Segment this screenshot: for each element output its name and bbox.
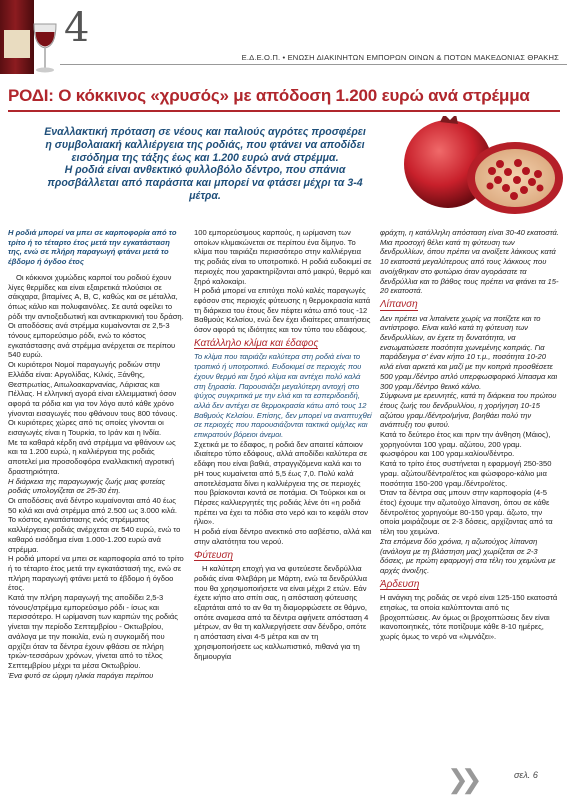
- body-paragraph: Οι κυριότεροι Νομοί παραγωγής ροδιών στην Ελλάδα είναι: Αργολίδας, Κιλκίς, Ξάνθης, Θεσπρωτίας, Αιτωλοακαρνανίας, Λάρισας και Πέλλας. Η ελληνική αγορά είναι ελλειμματική όσον αφορά τα ρόδια και για τον λόγο αυτό κάθε χρόνο γίνονται εισαγωγές που φθάνουν τους 800 τόνους. Οι κυριότερες χώρες από τις οποίες γίνονται οι εισαγωγές είναι η Τουρκία, το Ιράν και η Ινδία.: [8, 360, 178, 438]
- lead-paragraph: Η ροδιά είναι ανθεκτικό φυλλοβόλο δέντρο, που σπάνια προσβάλλεται από παράσιτα και μπορεί να φτάσει μέχρι τα 3-4 μέτρα.: [47, 164, 363, 202]
- body-paragraph: φράχτη, η κατάλληλη απόσταση είναι 30-40 εκατοστά.: [380, 228, 559, 237]
- section-heading-irrigation: Άρδευση: [380, 578, 420, 590]
- body-paragraph: Το κόστος εγκατάστασης ενός στρέμματος καλλιέργειας ροδιάς ανέρχεται σε 540 ευρώ, ενώ το καθαρό εισόδημα είναι 1.000-1.200 ευρώ ανά στρέμμα.: [8, 515, 181, 554]
- body-paragraph: 100 εμπορεύσιμους καρπούς, η ωρίμανση των οποίων κλιμακώνεται σε περίπου ένα δίμηνο. Το κλίμα που ταιριάζει περισσότερο στην καλλιέργεια της ροδιάς είναι το υποτροπικό. Η ροδιά ευδοκιμεί σε περιοχές που χαρακτηρίζονται από μακρύ, θερμό και ξηρό καλοκαίρι.: [194, 228, 372, 286]
- column-1: [8, 228, 184, 680]
- double-chevron-right-icon: ❯❯: [447, 764, 475, 794]
- headline-rule: [8, 110, 560, 112]
- body-paragraph: Η ροδιά μπορεί να επιτύχει πολύ καλές παραγωγές εφόσον στις περιοχές φύτευσης η θερμοκρασία κατά τη διάρκεια του έτους δεν πέφτει κάτω από τους -12 Βαθμούς Κελσίου, ενώ δεν έχει ιδιαίτερες απαιτήσεις όσον αφορά τις ιδιότητες και τον τύπο του εδάφους.: [194, 286, 371, 335]
- body-paragraph: Μια προσοχή θέλει κατά τη φύτευση των δενδρυλλίων, όπου πρέπει να ανοίξετε λάκκους κατά 10 εκατοστά μεγαλύτερους από τους λάκκους που ανοίχθηκαν στο φυτώριο όταν αγοράσατε τα δενδρύλλια και το βάθος τους πρέπει να φτάνει τα 15-20 εκατοστά.: [380, 237, 559, 296]
- body-paragraph: Δεν πρέπει να λιπαίνετε χωρίς να ποτίζετε και το αντίστροφο. Είναι καλό κατά τη φύτευση των δενδρυλλίων, αν έχετε τη δυνατότητα, να ενσωματώσετε ποσότητα χωνεμένης κοπριάς. Για παράδειγμα σ' έναν κήπο 10 τ.μ., ποσότητα 10-20 κιλά είναι αρκετά και μαζί με την κοπριά προσθέσετε 500 γραμ./δέντρο απλό υπερφωσφορικό λίπασμα και 300 γραμ./δέντρο θειικό κάλιο.: [380, 313, 558, 391]
- article-lead: [40, 126, 370, 203]
- body-paragraph: Στα επόμενα δύο χρόνια, η αζωτούχος λίπανση (ανάλογα με τη βλάστηση μας) χωρίζεται σε 2-3 δόσεις, με πρώτη εφαρμογή στα τέλη του χειμώνα με αρχές άνοιξης.: [380, 536, 556, 575]
- body-paragraph: Οι αποδόσεις ανά στρέμμα κυμαίνονται σε 2,5-3 τόνους εμπορεύσιμο ρόδι, ενώ το κόστος εγκατάστασης ανά στρέμμα ανέρχεται σε περίπου 540 ευρώ.: [8, 321, 176, 360]
- body-paragraph: Κατά την πλήρη παραγωγή της αποδίδει 2,5-3 τόνους/στρέμμα εμπορεύσιμο ρόδι - ίσως και περισσότερο. Η ωρίμανση των καρπών της ροδιάς γίνεται την περίοδο Σεπτεμβρίου - Οκτωβρίου, ανάλογα με την ποικιλία, ενώ η συγκομιδή που αρχίζει όταν τα δέντρα έχουν φθάσει σε πλήρη τριών-τεσσάρων χρόνων, γίνεται από το τέλος Σεπτεμβρίου μέχρι τα μέσα Οκτωβρίου.: [8, 593, 178, 670]
- body-paragraph: Κατά το τρίτο έτος συστήνεται η εφαρμογή 250-350 γραμ. αζώτου/δέντρο/έτος και φώσφορο-κάλιο μια ποσότητα 150-200 γραμ./δέντρο/έτος.: [380, 459, 552, 488]
- body-paragraph: Το κλίμα που ταιριάζει καλύτερα στη ροδιά είναι το τροπικό ή υποτροπικό. Ευδοκιμεί σε περιοχές που έχουν θερμό και ξηρό κλίμα και αντέχει πολύ καλά στη ξηρασία. Παρουσιάζει μεγαλύτερη αντοχή στο ψύχος συγκριτικά με την ελιά και τα εσπεριδοειδή, αλλά δεν αντέχει σε θερμοκρασία κάτω από τους 12 Βαθμούς Κελσίου. Επίσης, δεν μπορεί να αναπτυχθεί σε περιοχές που παρουσιάζονται τακτικά ομίχλες και επικρατούν βόρειοι άνεμοι.: [194, 352, 372, 440]
- footer-page-label: σελ. 6: [514, 770, 538, 780]
- body-paragraph: Η ανάγκη της ροδιάς σε νερό είναι 125-150 εκατοστά ετησίως, τα οποία καλύπτονται από τις βροχοπτώσεις. Αν όμως οι βροχοπτώσεις δεν είναι ικανοποιητικές, τότε ποτίζουμε κάθε 8-10 ημέρες, χωρίς όμως το νερό να «λιμνάζει».: [380, 593, 558, 642]
- page-number: 4: [64, 5, 90, 51]
- header-rule: [60, 64, 567, 65]
- section-heading-planting: Φύτευση: [194, 549, 234, 561]
- body-paragraph: Η ροδιά είναι δέντρο ανεκτικό στο ασβέστιο, αλλά και στην αλατότητα του νερού.: [194, 527, 372, 546]
- wine-bottle-image: [0, 0, 34, 74]
- lead-paragraph: Εναλλακτική πρόταση σε νέους και παλιούς αγρότες προσφέρει η συμβολαιακή καλλιέργεια της ροδιάς, που φτάνει να αποδίδει εισόδημα της τάξης έως και 1.200 ευρώ ανά στρέμμα.: [44, 126, 366, 164]
- body-paragraph: Σχετικά με το έδαφος, η ροδιά δεν απαιτεί κάποιον ιδιαίτερο τύπο εδάφους, αλλά αποδίδει καλύτερα σε εδάφη που είναι βαθιά, στραγγιζόμενα καλά και το pH τους κυμαίνεται από 5,5 έως 7,0. Πολύ καλά αποτελέσματα δίνει η καλλιέργεια της σε περιοχές που βρίσκονται κοντά σε ποτάμια. Οι Τούρκοι και οι Πέρσες καλλιεργητές της ροδιάς λένε ότι «η ροδιά πρέπει να έχει τα πόδια στο νερό και το κεφάλι στον ήλιο».: [194, 439, 369, 527]
- body-paragraph: Ένα φυτό σε ώριμη ηλικία παράγει περίπου: [8, 670, 154, 680]
- body-paragraph: Οι αποδόσεις ανά δέντρο κυμαίνονται από 40 έως 50 κιλά και ανά στρέμμα από 2.500 ως 3.000 κιλά.: [8, 495, 177, 515]
- article-headline: ΡΟΔΙ: Ο κόκκινος «χρυσός» με απόδοση 1.200 ευρώ ανά στρέμμα: [8, 86, 530, 105]
- body-paragraph: Οι κόκκινοι χυμώδεις καρποί του ροδιού έχουν λίγες θερμίδες και είναι εξαιρετικά πλούσιοι σε σάκχαρα, βιταμίνες A, B, C, καθώς και σε μέταλλα, όπως κάλιο και πολυφαινόλες. Σε αυτά οφείλει το ρόδι την αντιοξειδωτική και αντικαρκινική του δράση.: [8, 272, 184, 321]
- pomegranate-photo: [380, 116, 565, 216]
- section-heading-climate: Κατάλληλο κλίμα και έδαφος: [194, 337, 319, 349]
- section-heading-fertilizing: Λίπανση: [380, 298, 418, 310]
- column-2: [194, 228, 372, 661]
- organization-name: Ε.Δ.Ε.Ο.Π. • ΕΝΩΣΗ ΔΙΑΚΙΝΗΤΩΝ ΕΜΠΟΡΩΝ ΟΙΝΩΝ & ΠΟΤΩΝ ΜΑΚΕΔΟΝΙΑΣ ΘΡΑΚΗΣ: [241, 53, 559, 62]
- body-paragraph: Η ροδιά μπορεί να μπει σε καρποφορία από το τρίτο ή το τέταρτο έτος μετά την εγκατάστασή της, ενώ σε πλήρη παραγωγή φτάνει μετά το έβδομο ή όγδοο έτος.: [8, 554, 184, 593]
- body-paragraph: Κατά το δεύτερο έτος και πριν την άνθηση (Μάιος), χορηγούνται 100 γραμ. αζώτου, 200 γραμ. φωσφόρου και 100 γραμ.καλίου/δέντρο.: [380, 430, 551, 459]
- body-paragraph: Η καλύτερη εποχή για να φυτεύεστε δενδρύλλια ροδιάς είναι Φλεβάρη με Μάρτη, ενώ τα δενδρύλλια που θα χρησιμοποιήσετε να είναι μέχρι 2 ετών. Εάν έχετε κήπο ατο σπίτι σας, η απόσταση φύτευσης εξαρτάται από το αν θα τη διαμορφώσετε σε θάμνο, οπότε αναμεσα από τα δέντρα αφήνετε απόσταση 4 μέτρων, αν θα τη καλλιεργήσετε σαν δένδρο, οπότε η απόσταση είναι 4-5 μέτρα και αν τη χρησιμοποιήσετε ως καλλωπιστικό, πιθανά για τη δημιουργία: [194, 564, 369, 661]
- body-paragraph: Η διάρκεια της παραγωγικής ζωής μιας φυτείας ροδιάς υπολογίζεται σε 25-30 έτη.: [8, 476, 166, 496]
- highlight-paragraph: Η ροδιά μπορεί να μπει σε καρποφορία από το τρίτο ή το τέταρτο έτος μετά την εγκατάσταση της, ενώ σε πλήρη παραγωγή φτάνει μετά το έβδομο ή όγδοο έτος: [8, 228, 177, 267]
- body-paragraph: Με τα καθαρά κέρδη ανά στρέμμα να φθάνουν ως και τα 1.200 ευρώ, η καλλιέργεια της ροδιάς αποτελεί μια προσοδοφόρα εναλλακτική αγροτική δραστηριότητα.: [8, 437, 176, 476]
- body-paragraph: Όταν τα δέντρα σας μπουν στην καρποφορία (4-5 έτος) έχουμε την αζωτούχο λίπανση, όπου σε κάθε δέντρο/έτος χορηγούμε 80-150 γραμ. άζωτο, την οποία μοιράζουμε σε 2-3 δόσεις, αρχίζοντας από τα τέλη του χειμώνα.: [380, 488, 553, 537]
- column-3: [380, 228, 560, 642]
- wine-glass-image: [30, 20, 60, 76]
- body-paragraph: Σύμφωνα με ερευνητές, κατά τη διάρκεια του πρώτου έτους ζωής του δενδρυλλίου, η χορήγηση 10-15 αζώτου γραμ./δέντρο/μήνα, βοηθάει πολύ την ανάπτυξη του φυτού.: [380, 391, 557, 430]
